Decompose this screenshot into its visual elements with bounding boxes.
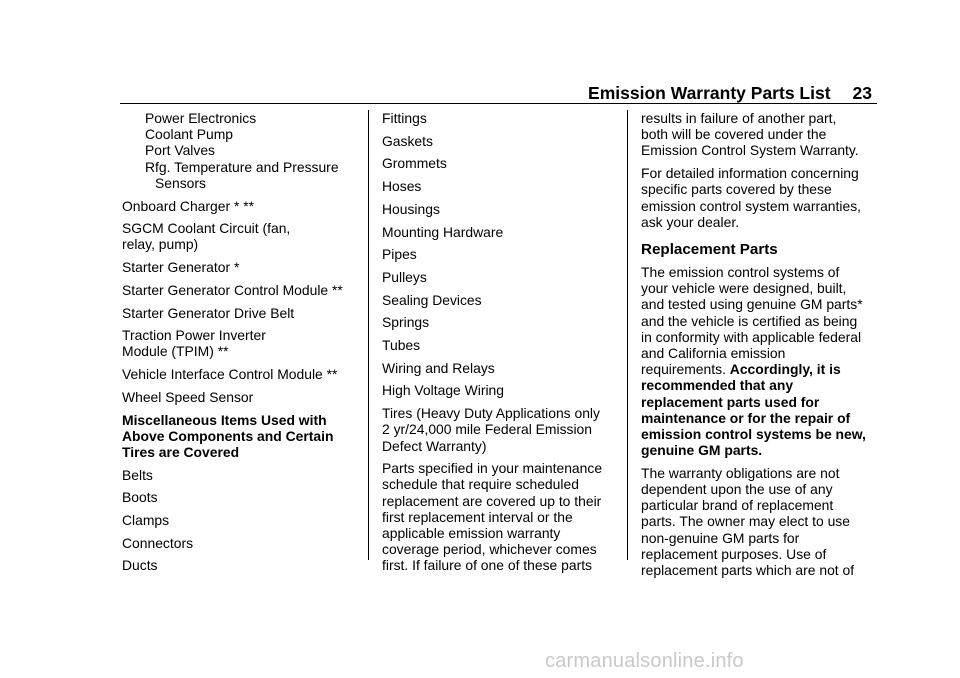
list-item: High Voltage Wiring <box>382 382 504 399</box>
list-item: Springs <box>382 314 430 331</box>
list-item: Onboard Charger * ** <box>122 197 255 214</box>
list-item: Wiring and Relays <box>382 359 495 376</box>
list-item: Fittings <box>382 110 427 126</box>
page-header <box>588 82 872 104</box>
page-title: Emission Warranty Parts List <box>588 83 831 103</box>
list-item: Sealing Devices <box>382 291 482 308</box>
dealer-info-paragraph: For detailed information concerning specific parts covered by these emission control system warranties, ask your dealer. <box>641 165 862 230</box>
list-item: Traction Power Inverter Module (TPIM) ** <box>122 327 266 360</box>
list-item: Vehicle Interface Control Module ** <box>122 366 338 383</box>
header-rule <box>120 103 877 104</box>
replacement-parts-paragraph: The emission control systems of your vehicle were designed, built, and tested using genuine GM parts* and the vehicle is certified as being in conformity with applicable federal and California emission requirements. Accordingly, it is recommended that any replacement parts used for maintenance or for the repair of emission control systems be new, genuine GM parts. <box>641 263 866 459</box>
replacement-parts-heading: Replacement Parts <box>641 240 778 258</box>
list-item: Grommets <box>382 155 447 172</box>
column-2 <box>382 110 614 580</box>
list-item: Mounting Hardware <box>382 223 504 240</box>
list-item: Housings <box>382 200 440 217</box>
list-item: Gaskets <box>382 132 433 149</box>
list-item: Connectors <box>122 534 194 551</box>
warranty-obligations-paragraph: The warranty obligations are not dependent upon the use of any particular brand of replacement parts. The owner may elect to use non-genuine GM parts for replacement purposes. Use of replacement parts which are not of <box>641 464 855 579</box>
list-item: Hoses <box>382 178 422 195</box>
list-item: SGCM Coolant Circuit (fan, relay, pump) <box>122 220 291 253</box>
list-item: Belts <box>122 466 153 483</box>
sub-item: Rfg. Temperature and Pressure <box>145 158 339 175</box>
list-item: Starter Generator * <box>122 259 240 276</box>
list-item: Tubes <box>382 337 421 354</box>
page-number: 23 <box>852 83 872 103</box>
list-item: Pulleys <box>382 268 427 285</box>
sub-item: Power Electronics <box>145 110 257 126</box>
column-divider-2 <box>627 110 628 560</box>
sub-item: Sensors <box>155 174 206 191</box>
list-item: Boots <box>122 489 158 506</box>
list-item: Wheel Speed Sensor <box>122 388 254 405</box>
column-3 <box>641 110 879 585</box>
misc-items-heading: Miscellaneous Items Used with Above Components and Certain Tires are Covered <box>122 411 334 460</box>
continuation-paragraph: results in failure of another part, both will be covered under the Emission Control System Warranty. <box>641 110 859 159</box>
sub-item-list <box>122 110 356 191</box>
sub-item: Coolant Pump <box>145 126 234 143</box>
column-divider-1 <box>368 110 369 560</box>
list-item: Ducts <box>122 557 158 574</box>
list-item: Starter Generator Drive Belt <box>122 304 295 321</box>
maintenance-parts-paragraph: Parts specified in your maintenance schedule that require scheduled replacement are covered up to their first replacement interval or the applicable emission warranty coverage period, whichever comes first. If failure of one of these parts <box>382 460 603 574</box>
column-1 <box>122 110 356 580</box>
list-item: Pipes <box>382 246 417 263</box>
list-item: Starter Generator Control Module ** <box>122 281 343 298</box>
sub-item: Port Valves <box>145 142 215 159</box>
watermark: carmanualsonline.info <box>545 650 744 672</box>
list-item: Clamps <box>122 512 170 529</box>
tires-note: Tires (Heavy Duty Applications only 2 yr/24,000 mile Federal Emission Defect Warranty) <box>382 405 600 454</box>
